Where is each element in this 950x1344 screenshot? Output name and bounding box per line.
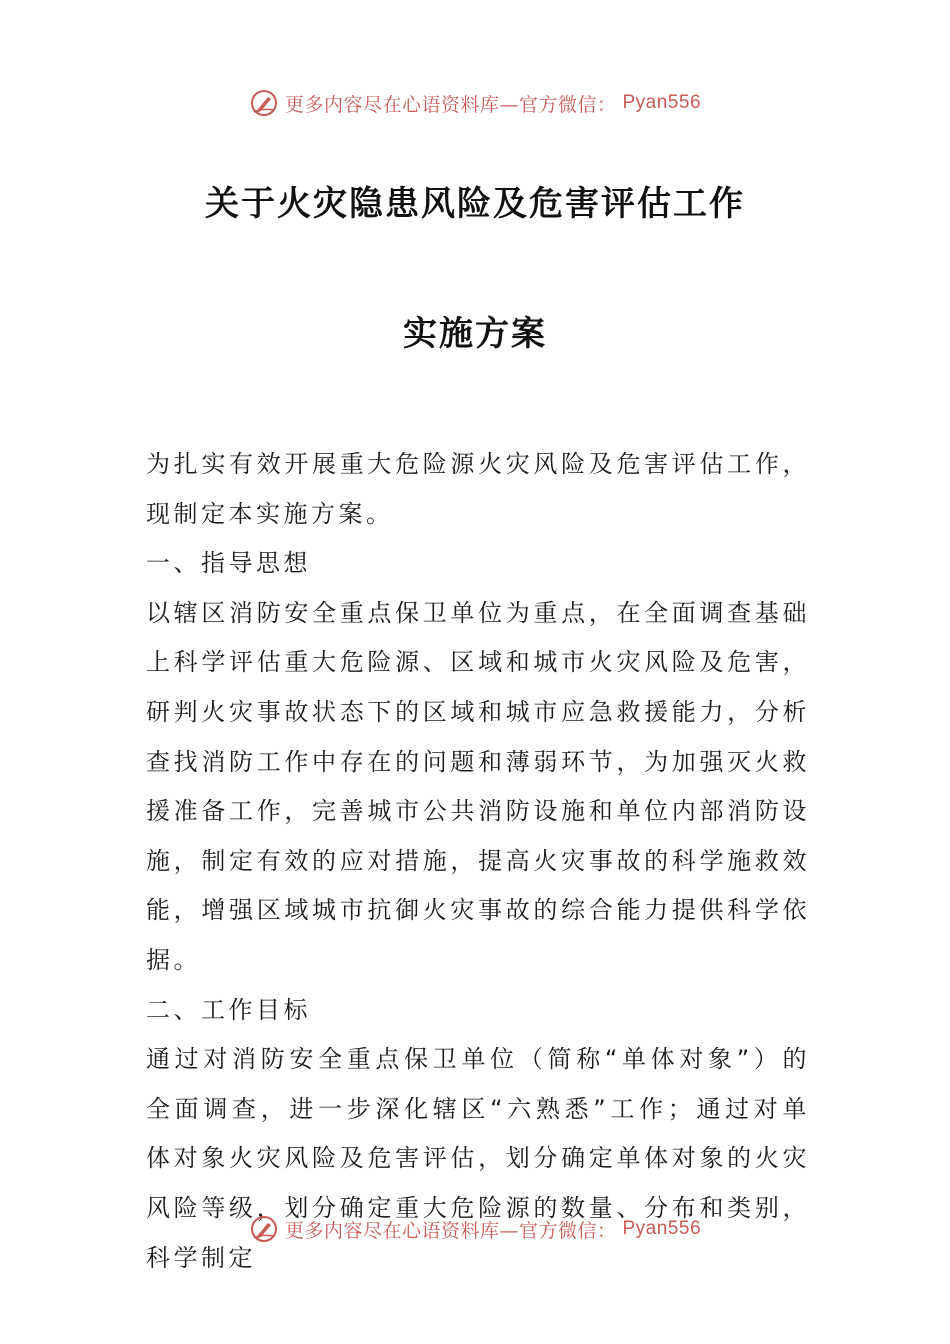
pen-logo-icon xyxy=(249,88,279,118)
paragraph-work-goals: 通过对消防安全重点保卫单位（简称“单体对象”）的全面调查，进一步深化辖区“六熟悉”工作；通过对单体对象火灾风险及危害评估，划分确定单体对象的火灾风险等级，划分确定重大危险源的数量、分布和类别，科学制定 xyxy=(146,1045,810,1272)
watermark-wechat-id: Pyan556 xyxy=(622,92,702,113)
watermark-text: 更多内容尽在心语资料库—官方微信： xyxy=(284,1219,617,1242)
watermark-header xyxy=(0,86,950,120)
document-title-line-2: 实施方案 xyxy=(403,314,547,354)
pen-logo-icon xyxy=(249,1214,279,1244)
watermark-wechat-id: Pyan556 xyxy=(622,1218,702,1239)
watermark-footer xyxy=(0,1212,950,1246)
watermark-text: 更多内容尽在心语资料库—官方微信： xyxy=(284,93,617,116)
paragraph-guiding-ideology: 以辖区消防安全重点保卫单位为重点，在全面调查基础上科学评估重大危险源、区域和城市火灾风险及危害，研判火灾事故状态下的区域和城市应急救援能力，分析查找消防工作中存在的问题和薄弱环节，为加强灭火救援准备工作，完善城市公共消防设施和单位内部消防设施，制定有效的应对措施，提高火灾事故的科学施救效能，增强区域城市抗御火灾事故的综合能力提供科学依据。 xyxy=(146,598,810,974)
document-body xyxy=(146,440,810,1283)
section-heading-work-goals: 二、工作目标 xyxy=(146,995,311,1024)
document-title-line-1: 关于火灾隐患风险及危害评估工作 xyxy=(205,184,745,224)
section-heading-guiding-ideology: 一、指导思想 xyxy=(146,549,311,578)
paragraph-intro: 为扎实有效开展重大危险源火灾风险及危害评估工作，现制定本实施方案。 xyxy=(146,450,810,528)
